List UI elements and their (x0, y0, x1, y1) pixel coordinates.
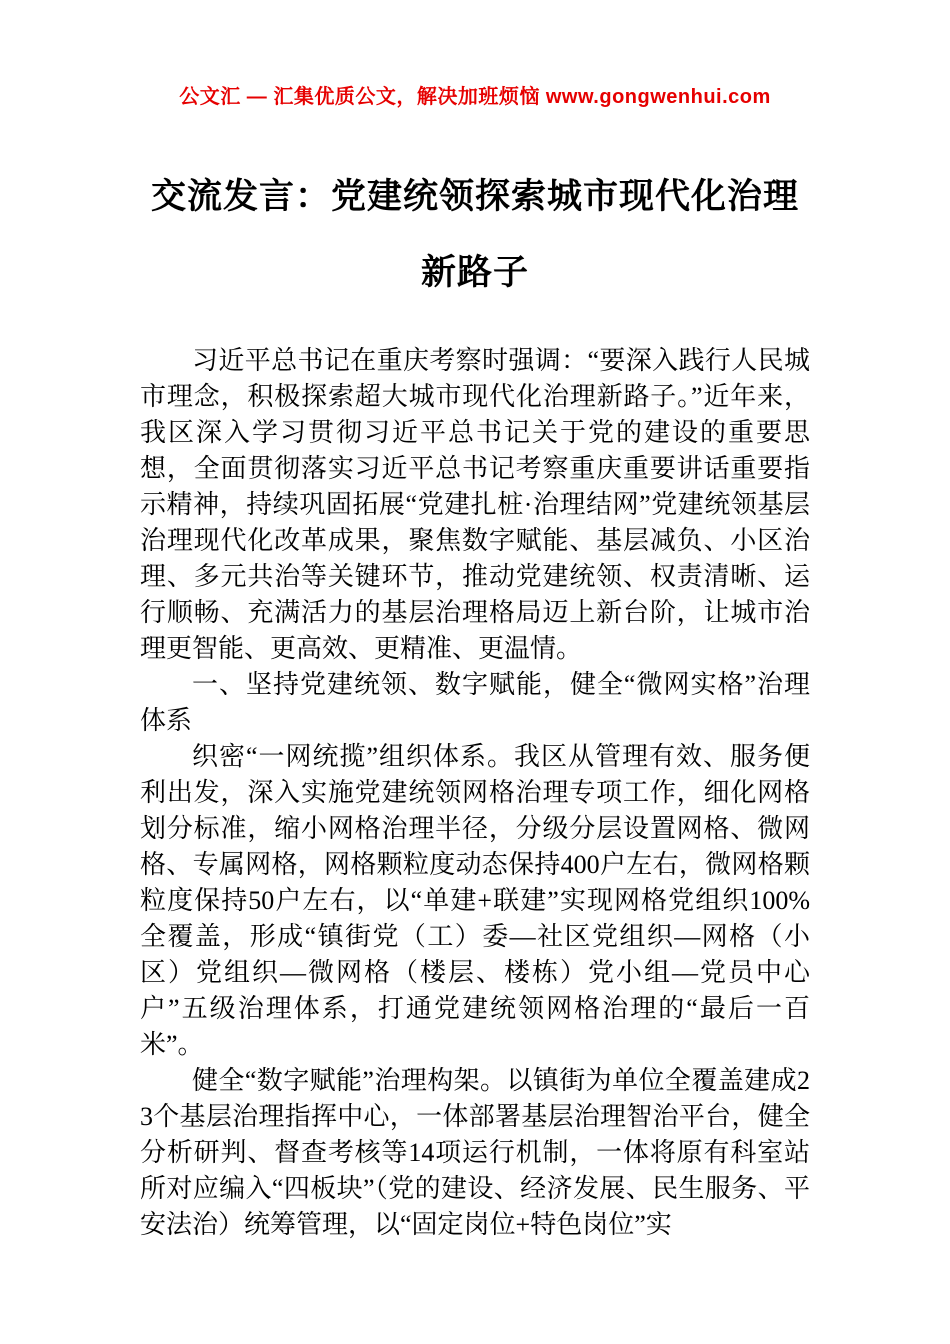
document-body (140, 343, 810, 1243)
site-watermark: 公文汇 — 汇集优质公文，解决加班烦恼 www.gongwenhui.com (179, 86, 771, 108)
paragraph-section-heading: 一、坚持党建统领、数字赋能，健全“微网实格”治理体系 (140, 670, 810, 735)
document-title (140, 159, 810, 311)
paragraph-grid-system: 织密“一网统揽”组织体系。我区从管理有效、服务便利出发，深入实施党建统领网格治理专项工作，细化网格划分标准，缩小网格治理半径，分级分层设置网格、微网格、专属网格，网格颗粒度动态保持400户左右，微网格颗粒度保持50户左右，以“单建+联建”实现网格党组织100%全覆盖，形成“镇街党（工）委—社区党组织—网格（小区）党组织—微网格（楼层、楼栋）党小组—党员中心户”五级治理体系，打通党建统领网格治理的“最后一百米”。 (140, 742, 810, 1059)
title-line-1: 交流发言：党建统领探索城市现代化治理 (150, 177, 799, 216)
paragraph-intro: 习近平总书记在重庆考察时强调：“要深入践行人民城市理念，积极探索超大城市现代化治理新路子。”近年来，我区深入学习贯彻习近平总书记关于党的建设的重要思想，全面贯彻落实习近平总书记考察重庆重要讲话重要指示精神，持续巩固拓展“党建扎桩·治理结网”党建统领基层治理现代化改革成果，聚焦数字赋能、基层减负、小区治理、多元共治等关键环节，推动党建统领、权责清晰、运行顺畅、充满活力的基层治理格局迈上新台阶，让城市治理更智能、更高效、更精准、更温情。 (140, 346, 810, 663)
title-line-2: 新路子 (420, 253, 529, 292)
paragraph-digital-framework: 健全“数字赋能”治理构架。以镇街为单位全覆盖建成23个基层治理指挥中心，一体部署基层治理智治平台，健全分析研判、督查考核等14项运行机制，一体将原有科室站所对应编入“四板块”（党的建设、经济发展、民生服务、平安法治）统筹管理，以“固定岗位+特色岗位”实 (140, 1066, 810, 1239)
